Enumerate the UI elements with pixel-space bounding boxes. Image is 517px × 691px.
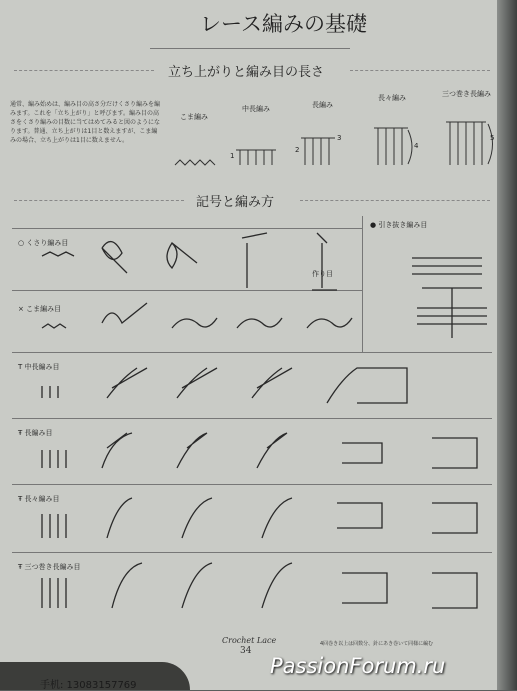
height-number-3: 3 [337, 134, 342, 142]
height-number-5: 5 [490, 134, 495, 142]
height-number-1: 1 [230, 152, 235, 160]
section2-rule-right [300, 200, 490, 201]
row-label-hdc: T 中長編み目 [18, 363, 60, 371]
section1-rule-left [14, 70, 154, 71]
slip-stitch-label: ● 引き抜き編み目 [370, 221, 428, 229]
stitch-illustrations [12, 228, 492, 628]
page-number: 34 [240, 646, 252, 656]
height-label-dtr: 三つ巻き長編み [442, 90, 491, 98]
row-label-chain: ○ くさり編み目 [18, 239, 69, 247]
row-label-tr: Ŧ 長々編み目 [18, 495, 60, 503]
height-number-2: 2 [295, 146, 300, 154]
footnote: 4回巻き以上は回数分、針にあき巻いて同様に編む [320, 641, 434, 647]
watermark: PassionForum.ru [270, 654, 446, 678]
row-label-dtr: Ŧ 三つ巻き長編み目 [18, 563, 81, 571]
phone-number: 手机: 13083157769 [40, 680, 137, 691]
height-label-hdc: 中長編み [242, 105, 270, 113]
height-number-4: 4 [414, 142, 419, 150]
footer-brand: Crochet Lace [222, 636, 277, 645]
height-label-sc: こま編み [180, 113, 208, 121]
section1-title: 立ち上がりと編み目の長さ [168, 65, 325, 80]
section1-rule-right [350, 70, 490, 71]
foundation-label: 作り目 [312, 270, 333, 278]
row-label-dc: Ŧ 長編み目 [18, 429, 53, 437]
intro-text: 通常、編み始めは、編み目の高さ分だけくさり編みを編みます。これを「立ち上がり」と呼びます。編み目の高さをくさり編みの目数に当てはめてみると図のようになります。普通、立ち上がりは1目と数えますが、こま編みの場合、立ち上がりは1目に数えません。 [10, 101, 161, 144]
book-spine [497, 0, 517, 690]
height-label-tr: 長々編み [378, 94, 406, 102]
stitch-height-diagrams [170, 120, 495, 180]
page-title: レース編みの基礎 [200, 12, 367, 36]
row-label-sc: × こま編み目 [18, 305, 62, 313]
height-label-dc: 長編み [312, 101, 333, 109]
title-underline [150, 48, 350, 49]
section2-rule-left [14, 200, 184, 201]
section2-title: 記号と編み方 [196, 195, 275, 210]
